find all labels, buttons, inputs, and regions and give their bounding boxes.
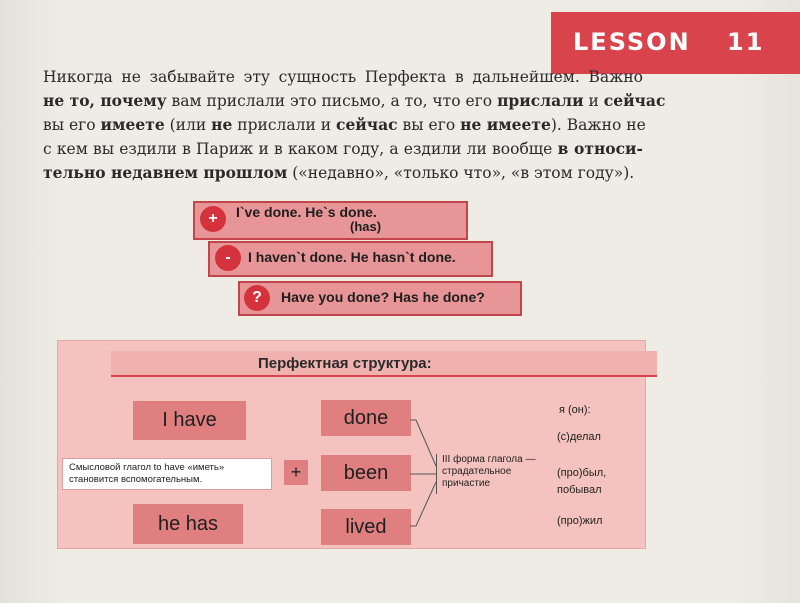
third-form-label (436, 454, 536, 494)
lesson-number: 11 (727, 28, 765, 56)
translation-heading: я (он): (559, 404, 591, 416)
text-run: («недавно», «только что», «в этом году»). (287, 164, 635, 182)
lesson-banner (551, 12, 800, 74)
paragraph-line (43, 161, 643, 185)
bold-phrase: сейчас (336, 115, 398, 134)
bold-phrase: тельно недавнем прошлом (43, 163, 288, 182)
text-run: (или (164, 116, 212, 134)
plus-sign: + (284, 460, 308, 485)
minus-sign-icon: - (215, 245, 241, 271)
paragraph-line (43, 137, 643, 161)
participle-tile-lived: lived (321, 509, 411, 545)
third-form-line-2: страдательное (442, 466, 512, 477)
bold-phrase: сейчас (603, 91, 666, 110)
bold-phrase: не то, почему (43, 91, 167, 110)
text-run: вам прислали это письмо, а то, что его (166, 92, 498, 110)
structure-title: Перфектная структура: (258, 355, 432, 372)
participle-tile-done: done (321, 400, 411, 436)
auxiliary-note (62, 458, 272, 490)
participle-tile-been: been (321, 455, 411, 491)
example-question-text: Have you done? Has he done? (281, 289, 485, 305)
paragraph-line (43, 89, 666, 113)
paragraph-line (43, 113, 646, 137)
translation-was: (про)был, (557, 467, 607, 479)
text-run: с кем вы ездили в Париж и в каком году, а ездили ли вообще (43, 140, 558, 158)
text-run: вы его (43, 116, 101, 134)
subject-tile-i-have: I have (133, 401, 246, 440)
body-paragraph (43, 66, 666, 185)
auxiliary-note-line-1: Смысловой глагол to have «иметь» (69, 462, 225, 473)
subject-tile-he-has: he has (133, 504, 243, 544)
third-form-line-3: причастие (442, 478, 491, 489)
bold-phrase: не (211, 115, 233, 134)
text-run: Никогда не забывайте эту сущность Перфекта в дальнейшем. Важно (43, 68, 643, 86)
text-run: ). Важно не (550, 116, 646, 134)
bold-phrase: прислали (497, 91, 584, 110)
lesson-title (573, 28, 765, 56)
third-form-line-1: III форма глагола — (442, 454, 536, 465)
example-negative-text: I haven`t done. He hasn`t done. (248, 249, 456, 265)
text-run: прислали и (232, 116, 336, 134)
paragraph-line (43, 66, 643, 89)
text-run: и (583, 92, 604, 110)
lesson-word: LESSON (573, 28, 691, 56)
bold-phrase: не имеете (460, 115, 551, 134)
plus-sign-icon: + (200, 206, 226, 232)
auxiliary-note-line-2: становится вспомогательным. (69, 474, 203, 485)
translation-visited: побывал (557, 484, 602, 496)
example-affirmative-note: (has) (350, 219, 382, 234)
question-sign-icon: ? (244, 285, 270, 311)
translation-did: (с)делал (557, 431, 601, 443)
example-affirmative-text: I`ve done. He`s done. (236, 204, 377, 220)
text-run: вы его (397, 116, 461, 134)
bold-phrase: имеете (100, 115, 165, 134)
bold-phrase: в относи- (557, 139, 643, 158)
translation-lived: (про)жил (557, 515, 603, 527)
